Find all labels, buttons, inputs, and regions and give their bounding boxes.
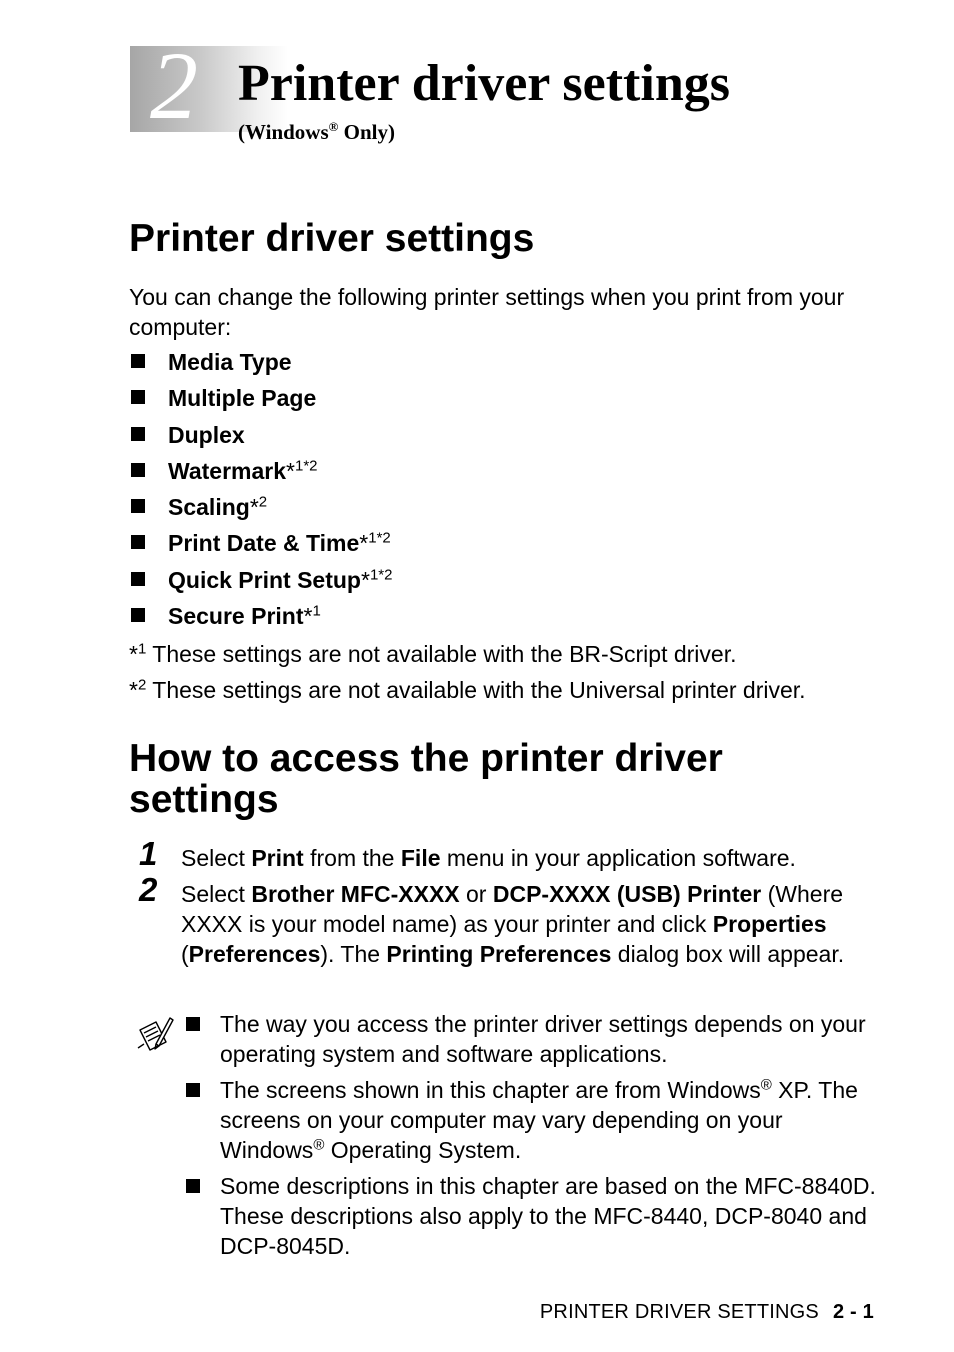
- note-item: The screens shown in this chapter are from Windows® XP. The screens on your computer may vary depending on your Windows® Operating System.: [182, 1075, 882, 1165]
- square-bullet-icon: [131, 572, 145, 586]
- list-item: Duplex: [129, 419, 392, 455]
- square-bullet-icon: [131, 354, 145, 368]
- square-bullet-icon: [131, 499, 145, 513]
- square-bullet-icon: [131, 463, 145, 477]
- intro-paragraph: You can change the following printer settings when you print from your computer:: [129, 284, 845, 340]
- chapter-number: 2: [150, 32, 198, 139]
- list-item: Watermark*$^{1*2}$: [129, 455, 392, 491]
- footnote-1: *$^1$ These settings are not available with the BR-Script driver.: [129, 640, 737, 667]
- page-footer: [540, 1301, 874, 1324]
- square-bullet-icon: [131, 427, 145, 441]
- settings-list: [129, 346, 392, 636]
- square-bullet-icon: [131, 608, 145, 622]
- chapter-title: Printer driver settings: [238, 55, 730, 112]
- square-bullet-icon: [131, 390, 145, 404]
- square-bullet-icon: [131, 535, 145, 549]
- section-heading-how-to-access: How to access the printer driver settings: [129, 737, 723, 821]
- square-bullet-icon: [186, 1017, 200, 1031]
- square-bullet-icon: [186, 1179, 200, 1193]
- page-number: 2 - 1: [832, 1301, 874, 1323]
- step-number-2: 2: [139, 871, 158, 908]
- note-list: [182, 1009, 882, 1267]
- list-item: Scaling*$^2$: [129, 491, 392, 527]
- list-item: Secure Print*$^1$: [129, 600, 392, 636]
- step-2-text: Select Brother MFC-XXXX or DCP-XXXX (USB) Printer (Where XXXX is your model name) as your printer and click Properties (Preferences). The Printing Preferences dialog box will appear.: [181, 881, 845, 967]
- note-item: The way you access the printer driver settings depends on your operating system and software applications.: [182, 1009, 882, 1069]
- list-item: Print Date & Time*$^{1*2}$: [129, 527, 392, 563]
- footer-section-title: PRINTER DRIVER SETTINGS: [539, 1301, 819, 1323]
- list-item: Multiple Page: [129, 382, 392, 418]
- note-pencil-icon: [136, 1014, 174, 1054]
- step-number-1: 1: [139, 835, 158, 872]
- list-item: Media Type: [129, 346, 392, 382]
- footnote-2: *$^2$ These settings are not available with the Universal printer driver.: [129, 676, 806, 703]
- section-heading-printer-driver-settings: Printer driver settings: [129, 217, 535, 260]
- list-item: Quick Print Setup*$^{1*2}$: [129, 564, 392, 600]
- step-1-text: Select Print from the File menu in your application software.: [181, 845, 796, 871]
- chapter-subtitle: (Windows® Only): [238, 119, 395, 144]
- square-bullet-icon: [186, 1083, 200, 1097]
- note-item: Some descriptions in this chapter are based on the MFC-8840D. These descriptions also apply to the MFC-8440, DCP-8040 and DCP-8045D.: [182, 1171, 882, 1261]
